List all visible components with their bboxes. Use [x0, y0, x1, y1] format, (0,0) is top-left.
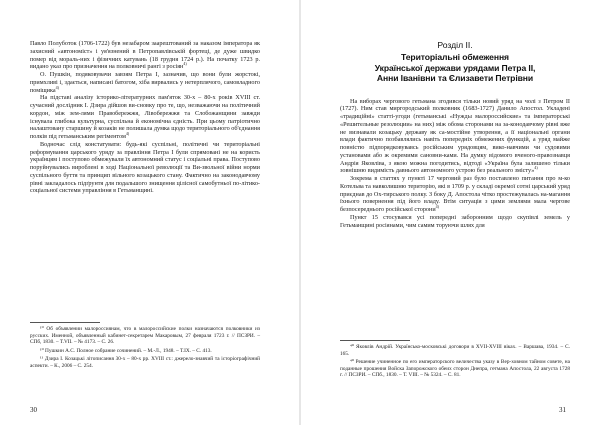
footnote-ref: 4) — [183, 61, 187, 67]
footnote-ref: 4) — [534, 165, 538, 171]
left-page — [0, 0, 299, 425]
left-paragraph-3: На підставі аналізу історико-літературних пам'яток 30-х – 80-х років XVIII ст. сучасний дослідник І. Дзира дійшов ви-сновку про те, що, незважаючи на політичний кордон, між зем-лями Правобережжя, Лівобережжя та Слобожанщини завжди існувала глибока культурна, суспільна й економічна єдність. При цьому патріотично налаштовану старшину й козаків не полишала думка щодо територіального об'єднання полків під гетьманським регіментом$^{4)}$ — [30, 94, 260, 140]
right-footnote-2: ⁴⁰ Решение учиненное по его императорского величества указу в Вер-ховном тайном совете, на поданные прошения Войска Запорожского обеих сторон Днепра, гетмана Апостола, 22 августа 1728 г. // ПСЗРИ. – СПб., 1830. – Т. VIII. – № 5324. – С. 81. — [340, 359, 570, 379]
right-page — [301, 0, 600, 425]
right-footnote-1: ⁴⁰ Яковлів Андрій. Українсько-московські договори в XVII-XVIII віках. – Варшава, 1934. – С. 165. — [340, 344, 570, 357]
section-label: Розділ ІІ. — [437, 40, 473, 50]
left-footnote-1: ¹⁰ Об объявлении малороссиянам, что в малороссийские полки назначаются полковники из русских. Именной, объявленный кабинет-секретарем Макаровым, 27 февраля 1723 г. // ПСЗРИ. – СПб, 1830. – Т.VII. – № 4173. – С. 26. — [30, 326, 260, 346]
right-page-number: 31 — [559, 406, 566, 414]
right-paragraph-3: Пункт 15 стосувався усі попередні заборонним щодо скупівлі земель у Гетьманщині росіянами, чим самим торуючи шлях для — [340, 213, 570, 229]
left-footnote-rule — [30, 322, 100, 323]
section-heading — [340, 40, 570, 84]
left-paragraph-2: О. Пушкін, подяковувачи завзям Петра І, зазначив, що вони були жорстокі, примхливі і, здається, написані батогом, хіба вирвались у нетерплячого, самовладного поміщика$^{4)}$ — [30, 71, 260, 94]
right-paragraph-1: На виборах чергового гетьмана згодився тільки новий уряд на чолі з Петром ІІ (1727). Ним став миргородський полковник (1683-1727) Данило Апостол. Укладені «традиційні» статті-угоди (гетьманські «Нужды малороссийские» та імператорські «Решительные резолюции» на них) між обома сторонами на за-конодавчому рівні вже не визнавали козацьку державу як са-мостійне утворення, а її національні органи влади фактично позбавлялись навіть попередніх обмежених функцій, а уряд майже повністю підпорядковувавсь російським урядовцям, вико-навчими чи судовими установами або ж окремими сановни-ками. На думку відомого вченого-правознавця Андрія Яковліва, з якою можна погодитись, відтоді «Україна була залишено тільки зовнішню видимість давнього автономного устрою без реального змісту»$^{4)}$ — [340, 97, 570, 175]
right-main-text — [340, 40, 570, 229]
left-paragraph-4: Водночас слід констатувати: будь-які суспільні, політичні чи територіальні реформування царського уряду за правління Петра І були спрямовані не на користь українцям і поступово обмежували їх автономний статус і соціальні права. Поступово поруйнувались вироблені в ході Національної революції та Ви-звольної війни норми суспільного буття та принцип вільного козацького стану. Фактично на законодавчому рівні закладалось підґрунтя для подальшого знищення цілісної самобутньої по-лiтико-соціальної системи управління в Гетьманщині. — [30, 140, 260, 195]
left-page-number: 30 — [30, 406, 37, 414]
footnote-ref: 4) — [55, 84, 59, 90]
right-footnote-rule — [340, 340, 410, 341]
right-paragraph-2: Зокрема в статтях у пункті 17 черговий раз було поставлено питання про м-ко Котельва та навколишню територію, які в 1709 р. у складі окремої сотні царський уряд приєднав до Ох-тирського полку. З боку Д. Апостола чітко простежувалась на-магання їхнього повернення під його владу. Втім ситуація з цими землями мала чергове безпосереднього російської сторони$^{4)}$ — [340, 175, 570, 213]
footnote-ref: 4) — [435, 203, 439, 209]
left-paragraph-1: Павло Полуботок (1706-1722) був незабаром заарештований за наказом імператора як захисний «автономіст» і уя'язнений в Петропавлівській фортеці, де дуже швидко помер від мораль-них і фізичних катувань (18 грудня 1724 р.). На початку 1723 р. видано указ про призначення на полковничі рангі з росіян$^{4)}$ — [30, 40, 260, 71]
left-footnote-3: ¹¹ Дзира І. Козацькі літописання 30-х – 80-х рр. XVIII ст.: джерело-знавчий та історіографічний аспекти. – К., 2006 – С. 254. — [30, 356, 260, 369]
footnote-ref: 4) — [125, 130, 130, 136]
left-footnotes — [30, 326, 260, 372]
section-title-line-1: Територіальні обмеження — [401, 52, 509, 62]
section-title-line-3: Анни Іванівни та Єлизавети Петрівни — [376, 73, 534, 83]
section-title-line-2: Української держави урядами Петра ІІ, — [374, 62, 536, 73]
left-footnote-2: ¹⁰ Пушкин А.С. Полное собрание сочинений. – М.-Л., 1948. – Т.IX. – С. 413. — [40, 347, 212, 354]
left-main-text — [30, 40, 260, 195]
right-footnotes — [340, 344, 570, 381]
